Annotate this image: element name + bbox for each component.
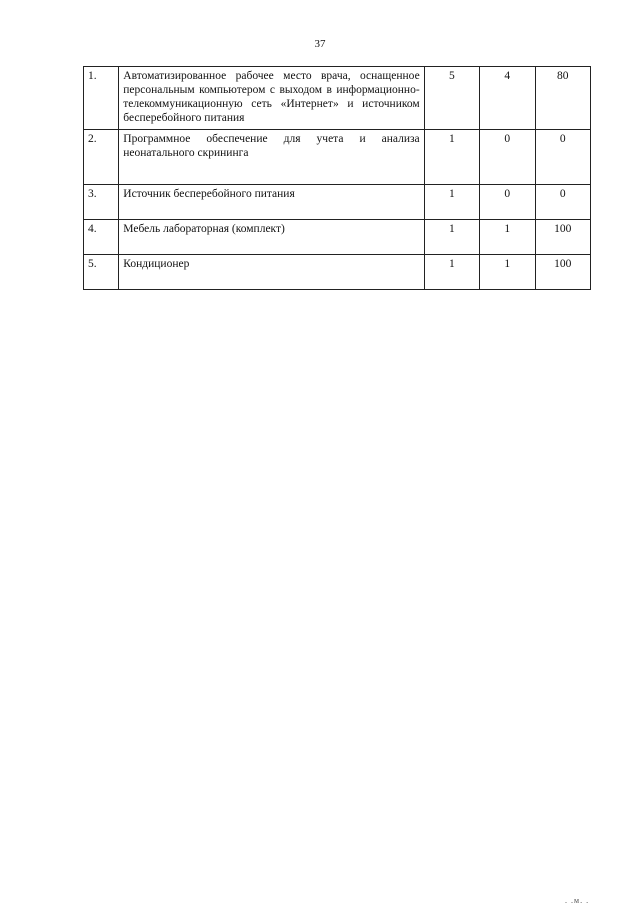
quantity-required: 1 [424,130,479,185]
equipment-percent: 0 [535,130,590,185]
table-row [84,220,591,255]
quantity-required: 1 [424,185,479,220]
row-number: 5. [84,255,119,290]
row-number: 1. [84,67,119,130]
quantity-required: 1 [424,255,479,290]
equipment-percent: 100 [535,255,590,290]
scan-marks: . .м. . [565,896,590,905]
table-row [84,67,591,130]
quantity-available: 4 [480,67,535,130]
quantity-available: 0 [480,185,535,220]
quantity-available: 1 [480,255,535,290]
row-number: 3. [84,185,119,220]
quantity-required: 1 [424,220,479,255]
equipment-percent: 80 [535,67,590,130]
equipment-name: Кондиционер [119,255,424,290]
equipment-name: Программное обеспечение для учета и анализа неонатального скрининга [119,130,424,185]
quantity-required: 5 [424,67,479,130]
quantity-available: 1 [480,220,535,255]
equipment-percent: 0 [535,185,590,220]
table-row [84,255,591,290]
row-number: 4. [84,220,119,255]
equipment-name: Автоматизированное рабочее место врача, оснащенное персональным компьютером с выходом в информационно-телекоммуникационную сеть «Интернет» и источником бесперебойного питания [119,67,424,130]
page-number: 37 [314,38,326,50]
equipment-name: Мебель лабораторная (комплект) [119,220,424,255]
equipment-percent: 100 [535,220,590,255]
table-row [84,130,591,185]
table-row [84,185,591,220]
row-number: 2. [84,130,119,185]
equipment-name: Источник бесперебойного питания [119,185,424,220]
quantity-available: 0 [480,130,535,185]
equipment-table [83,66,591,290]
